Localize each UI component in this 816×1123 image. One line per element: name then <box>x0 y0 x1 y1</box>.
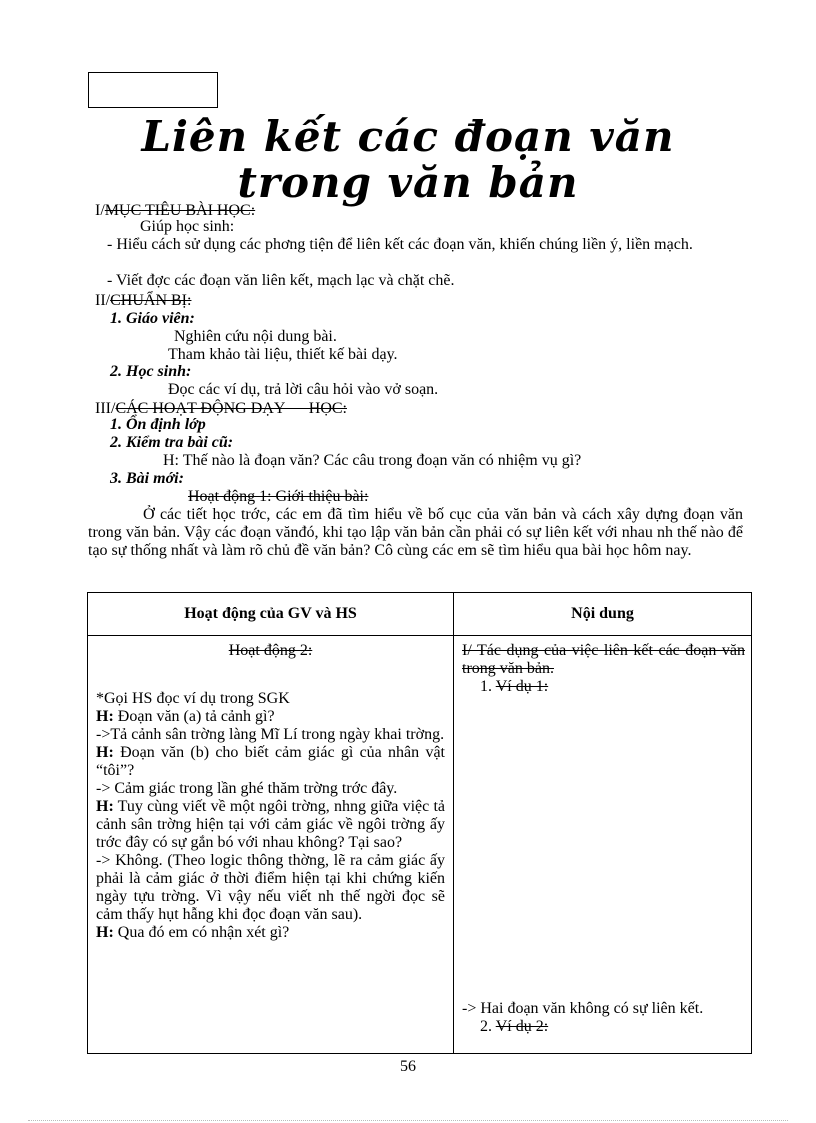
example-2-row <box>462 1018 745 1036</box>
question-3-label: H: <box>96 798 114 815</box>
question-1 <box>96 708 445 726</box>
example-1-number: 1. <box>480 678 492 695</box>
step1-label: 1. Ổn định lớp <box>110 416 206 433</box>
question-1-text: Đoạn văn (a) tả cảnh gì? <box>113 708 275 725</box>
bottom-divider <box>28 1120 788 1121</box>
step2-label: 2. Kiểm tra bài cũ: <box>110 434 234 451</box>
example-2-number: 2. <box>480 1018 492 1035</box>
activity1-heading: Hoạt động 1: Giới thiệu bài: <box>188 488 369 505</box>
title-line-1: Liên kết các đoạn văn <box>141 112 675 161</box>
teacher-item-1: Nghiên cứu nội dung bài. <box>174 328 337 345</box>
section3-numeral: III/ <box>95 400 116 417</box>
empty-header-box <box>88 72 218 108</box>
answer-3: -> Không. (Theo logic thông thờng, lẽ ra cảm giác ấy phải là cảm giác ở thời điểm hiện tại khi chứng kiến ngày tựu trờng. Vì vậy nếu viết nh thế ngời đọc sẽ cảm thấy hụt hẫng khi đọc đoạn văn sau). <box>96 852 445 923</box>
answer-2: -> Cảm giác trong lần ghé thăm trờng trớc đây. <box>96 780 398 797</box>
example-1-label: Ví dụ 1: <box>495 678 549 695</box>
teacher-label: 1. Giáo viên: <box>110 310 195 327</box>
section1-intro: Giúp học sinh: <box>140 218 235 235</box>
lesson-table <box>87 592 752 1054</box>
instruction-read-example: *Gọi HS đọc ví dụ trong SGK <box>96 690 290 707</box>
content-heading: I/ Tác dụng của việc liên kết các đoạn văn trong văn bản. <box>462 642 745 677</box>
section2-numeral: II/ <box>95 292 111 309</box>
question-2-text: Đoạn văn (b) cho biết cảm giác gì của nhân vật “tôi”? <box>96 744 445 779</box>
step2-question: H: Thế nào là đoạn văn? Các câu trong đoạn văn có nhiệm vụ gì? <box>163 452 582 469</box>
intro-paragraph: Ở các tiết học trớc, các em đã tìm hiểu về bố cục của văn bản và cách xây dựng đoạn văn trong văn bản. Vậy các đoạn vănđó, khi tạo lập văn bản cần phải có sự liên kết với nhau nh thế nào để tạo sự thống nhất và làm rõ chủ đề văn bản? Cô cùng các em sẽ tìm hiểu qua bài học hôm nay. <box>88 506 743 559</box>
section1-item1: - Hiểu cách sử dụng các phơng tiện để liên kết các đoạn văn, khiến chúng liền ý, liền mạch. <box>107 236 693 253</box>
section3-heading: CÁC HOẠT ĐỘNG DẠY HỌC: <box>115 400 347 417</box>
section1-heading: MỤC TIÊU BÀI HỌC: <box>104 202 256 219</box>
section1-numeral: I/ <box>95 202 105 219</box>
example-1-row <box>462 678 745 696</box>
header-left: Hoạt động của GV và HS <box>88 593 454 636</box>
step3-label: 3. Bài mới: <box>110 470 184 487</box>
activity2-heading: Hoạt động 2: <box>228 642 313 659</box>
question-2-label: H: <box>96 744 114 761</box>
student-label: 2. Học sinh: <box>110 363 192 380</box>
question-4 <box>96 924 445 942</box>
question-3-text: Tuy cùng viết về một ngôi trờng, nhng giữa việc tả cảnh sân trờng hiện tại với cảm giác về ngôi trờng ấy trớc đây có sự gắn bó với nhau không? Tại sao? <box>96 798 445 851</box>
section2-heading: CHUẨN BỊ: <box>110 292 192 309</box>
header-right: Nội dung <box>454 593 752 636</box>
content-cell <box>454 636 752 1054</box>
question-2 <box>96 744 445 780</box>
answer-1: ->Tả cảnh sân trờng làng Mĩ Lí trong ngày khai trờng. <box>96 726 445 743</box>
question-1-label: H: <box>96 708 114 725</box>
question-3 <box>96 798 445 852</box>
section2-heading-row <box>95 292 191 310</box>
student-item-1: Đọc các ví dụ, trả lời câu hỏi vào vở soạn. <box>168 381 439 398</box>
example-2-label: Ví dụ 2: <box>495 1018 549 1035</box>
activities-cell <box>88 636 454 1054</box>
question-4-text: Qua đó em có nhận xét gì? <box>113 924 290 941</box>
title-line-2: trong văn bản <box>237 158 579 207</box>
content-bottom <box>462 1000 745 1036</box>
section1-item2: - Viết đợc các đoạn văn liên kết, mạch lạc và chặt chẽ. <box>107 272 455 289</box>
teacher-item-2: Tham khảo tài liệu, thiết kế bài dạy. <box>168 346 398 363</box>
question-4-label: H: <box>96 924 114 941</box>
conclusion-text: -> Hai đoạn văn không có sự liên kết. <box>462 1000 704 1017</box>
page-number: 56 <box>400 1058 416 1075</box>
